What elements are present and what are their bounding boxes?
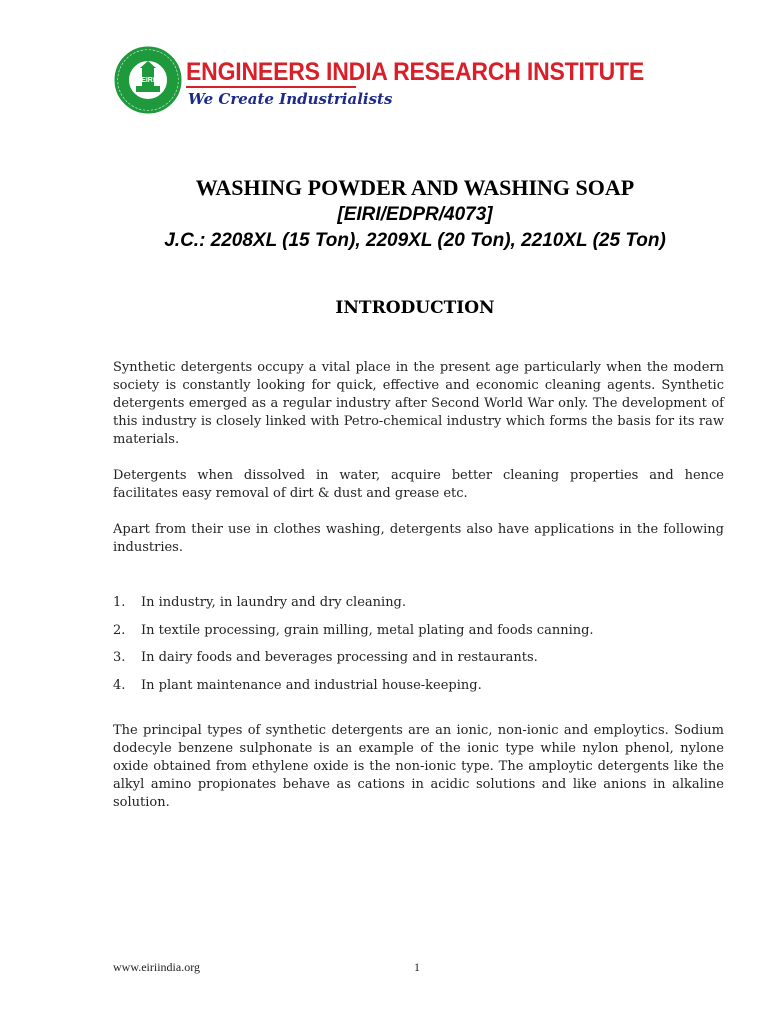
list-item (113, 594, 724, 622)
list-item-text: In plant maintenance and industrial house-keeping. (141, 677, 482, 693)
eiri-seal-icon (114, 46, 182, 114)
list-item-number: 2. (113, 622, 126, 638)
brand-underline (186, 86, 356, 88)
paragraph-1: Synthetic detergents occupy a vital place in the present age particularly when the modern society is constantly looking for quick, effective and economic cleaning agents. Synthetic detergents emerged as a regular industry after Second World War only. The development of this industry is closely linked with Petro-chemical industry which forms the basis for its raw materials. (113, 360, 724, 447)
paragraph-4: The principal types of synthetic detergents are an ionic, non-ionic and employtics. Sodium dodecyle benzene sulphonate is an example of the ionic type while nylon phenol, nylone oxide obtained from ethylene oxide is the non-ionic type. The amploytic detergents like the alkyl amino propionates behave as cations in acidic solutions and like anions in alkaline solution. (113, 723, 724, 810)
list-item (113, 622, 724, 650)
footer-url: www.eiriindia.org (113, 960, 200, 974)
list-item (113, 677, 724, 705)
list-item-text: In dairy foods and beverages processing and in restaurants. (141, 650, 538, 665)
section-heading: INTRODUCTION (335, 298, 495, 318)
job-codes: J.C.: 2208XL (15 Ton), 2209XL (20 Ton), 2210XL (25 Ton) (164, 230, 666, 251)
list-item-text: In textile processing, grain milling, metal plating and foods canning. (141, 622, 594, 638)
list-item-number: 1. (113, 595, 126, 610)
list-item-text: In industry, in laundry and dry cleaning. (141, 595, 407, 610)
document-reference: [EIRI/EDPR/4073] (337, 204, 493, 225)
header-logo (114, 46, 645, 122)
applications-list (113, 594, 724, 704)
paragraph-2: Detergents when dissolved in water, acquire better cleaning properties and hence facilitates easy removal of dirt & dust and grease etc. (113, 468, 724, 501)
brand-name: ENGINEERS INDIA RESEARCH INSTITUTE (186, 58, 645, 86)
list-item (113, 649, 724, 677)
title-block (0, 174, 768, 254)
paragraph-3: Apart from their use in clothes washing, detergents also have applications in the following industries. (113, 522, 724, 555)
list-item-number: 4. (113, 677, 126, 693)
document-title: WASHING POWDER AND WASHING SOAP (195, 175, 635, 200)
seal-center-text: EIRI (141, 77, 155, 84)
list-item-number: 3. (113, 650, 126, 665)
brand-tagline: We Create Industrialists (188, 90, 393, 108)
page-number: 1 (414, 960, 420, 974)
